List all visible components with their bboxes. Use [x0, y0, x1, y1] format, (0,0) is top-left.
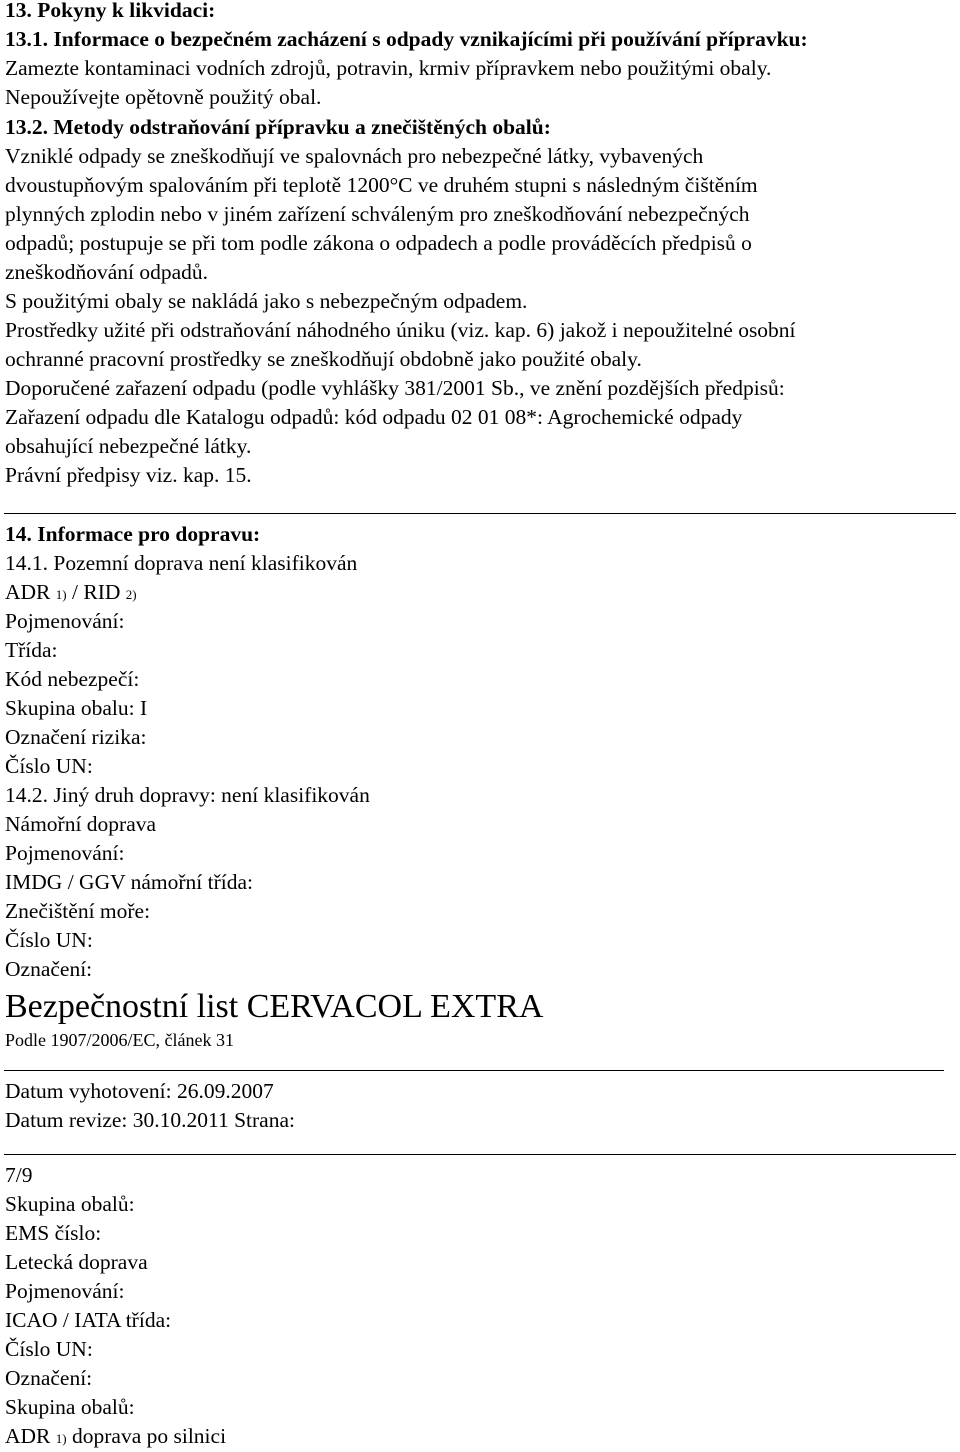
sea-field: Znečištění moře:	[5, 899, 151, 923]
section-13-2-text-line: S použitými obaly se nakládá jako s nebezpečným odpadem.	[5, 289, 528, 313]
footer-divider	[4, 1070, 944, 1071]
sea-field: Pojmenování:	[5, 841, 125, 865]
continuation-field: Letecká doprava	[5, 1250, 148, 1274]
section-13-2-text-line: Doporučené zařazení odpadu (podle vyhlášky 381/2001 Sb., ve znění pozdějších předpisů:	[5, 376, 785, 400]
continuation-field: Skupina obalů:	[5, 1192, 135, 1216]
document-title: Bezpečnostní list CERVACOL EXTRA	[5, 988, 544, 1025]
section-13-2-heading: 13.2. Metody odstraňování přípravku a znečištěných obalů:	[5, 115, 551, 139]
continuation-field: ICAO / IATA třída:	[5, 1308, 172, 1332]
section-13-1-text-line: Nepoužívejte opětovně použitý obal.	[5, 85, 322, 109]
section-13-2-text-line: Zařazení odpadu dle Katalogu odpadů: kód odpadu 02 01 08*: Agrochemické odpady	[5, 405, 743, 429]
road-field: Skupina obalu: I	[5, 696, 148, 720]
continuation-field: Číslo UN:	[5, 1337, 93, 1361]
section-13-2-text-line: odpadů; postupuje se při tom podle zákona o odpadech a podle prováděcích předpisů o	[5, 231, 752, 255]
section-13-2-text-line: plynných zplodin nebo v jiném zařízení schváleným pro zneškodňování nebezpečných	[5, 202, 750, 226]
section-13-2-text-line: Prostředky užité při odstraňování náhodného úniku (viz. kap. 6) jakož i nepoužitelné osobní	[5, 318, 796, 342]
footer-divider	[4, 1154, 956, 1155]
adr-label: ADR	[5, 1424, 51, 1448]
sea-field: IMDG / GGV námořní třída:	[5, 870, 254, 894]
continuation-field: EMS číslo:	[5, 1221, 102, 1245]
adr-footnote-marker: 1)	[55, 1431, 67, 1446]
road-transport-label: doprava po silnici	[66, 1424, 227, 1448]
issue-date: Datum vyhotovení: 26.09.2007	[5, 1079, 274, 1103]
section-13-2-text-line: ochranné pracovní prostředky se zneškodňují obdobně jako použité obaly.	[5, 347, 642, 371]
section-13-2-text-line: zneškodňování odpadů.	[5, 260, 209, 284]
sea-field: Označení:	[5, 957, 93, 981]
road-field: Kód nebezpečí:	[5, 667, 140, 691]
adr-road-line	[5, 1423, 226, 1452]
section-13-1-heading: 13.1. Informace o bezpečném zacházení s odpady vznikajícími při používání přípravku:	[5, 27, 808, 51]
road-field: Pojmenování:	[5, 609, 125, 633]
sea-field: Námořní doprava	[5, 812, 157, 836]
section-14-1-heading: 14.1. Pozemní doprava není klasifikován	[5, 551, 358, 575]
adr-footnote-marker: 1)	[55, 587, 67, 602]
road-field: Třída:	[5, 638, 58, 662]
continuation-field: Skupina obalů:	[5, 1395, 135, 1419]
section-14-heading: 14. Informace pro dopravu:	[5, 522, 261, 546]
adr-rid-line	[5, 579, 137, 608]
revision-date: Datum revize: 30.10.2011 Strana:	[5, 1108, 295, 1132]
section-13-2-text-line: dvoustupňovým spalováním při teplotě 1200°C ve druhém stupni s následným čištěním	[5, 173, 758, 197]
section-13-1-text-line: Zamezte kontaminaci vodních zdrojů, potravin, krmiv přípravkem nebo použitými obaly.	[5, 56, 772, 80]
adr-label: ADR	[5, 580, 51, 604]
section-13-2-text-line: Vzniklé odpady se zneškodňují ve spalovnách pro nebezpečné látky, vybavených	[5, 144, 704, 168]
section-13-heading: 13. Pokyny k likvidaci:	[5, 0, 216, 22]
regulation-reference: Podle 1907/2006/EC, článek 31	[5, 1030, 234, 1050]
continuation-field: Označení:	[5, 1366, 93, 1390]
section-13-2-text-line: Právní předpisy viz. kap. 15.	[5, 463, 252, 487]
section-14-2-heading: 14.2. Jiný druh dopravy: není klasifikován	[5, 783, 370, 807]
section-divider	[4, 513, 956, 514]
rid-footnote-marker: 2)	[125, 587, 137, 602]
sea-field: Číslo UN:	[5, 928, 93, 952]
continuation-field: Pojmenování:	[5, 1279, 125, 1303]
rid-label: / RID	[66, 580, 121, 604]
road-field: Číslo UN:	[5, 754, 93, 778]
section-13-2-text-line: obsahující nebezpečné látky.	[5, 434, 252, 458]
page-number: 7/9	[5, 1163, 33, 1187]
road-field: Označení rizika:	[5, 725, 147, 749]
